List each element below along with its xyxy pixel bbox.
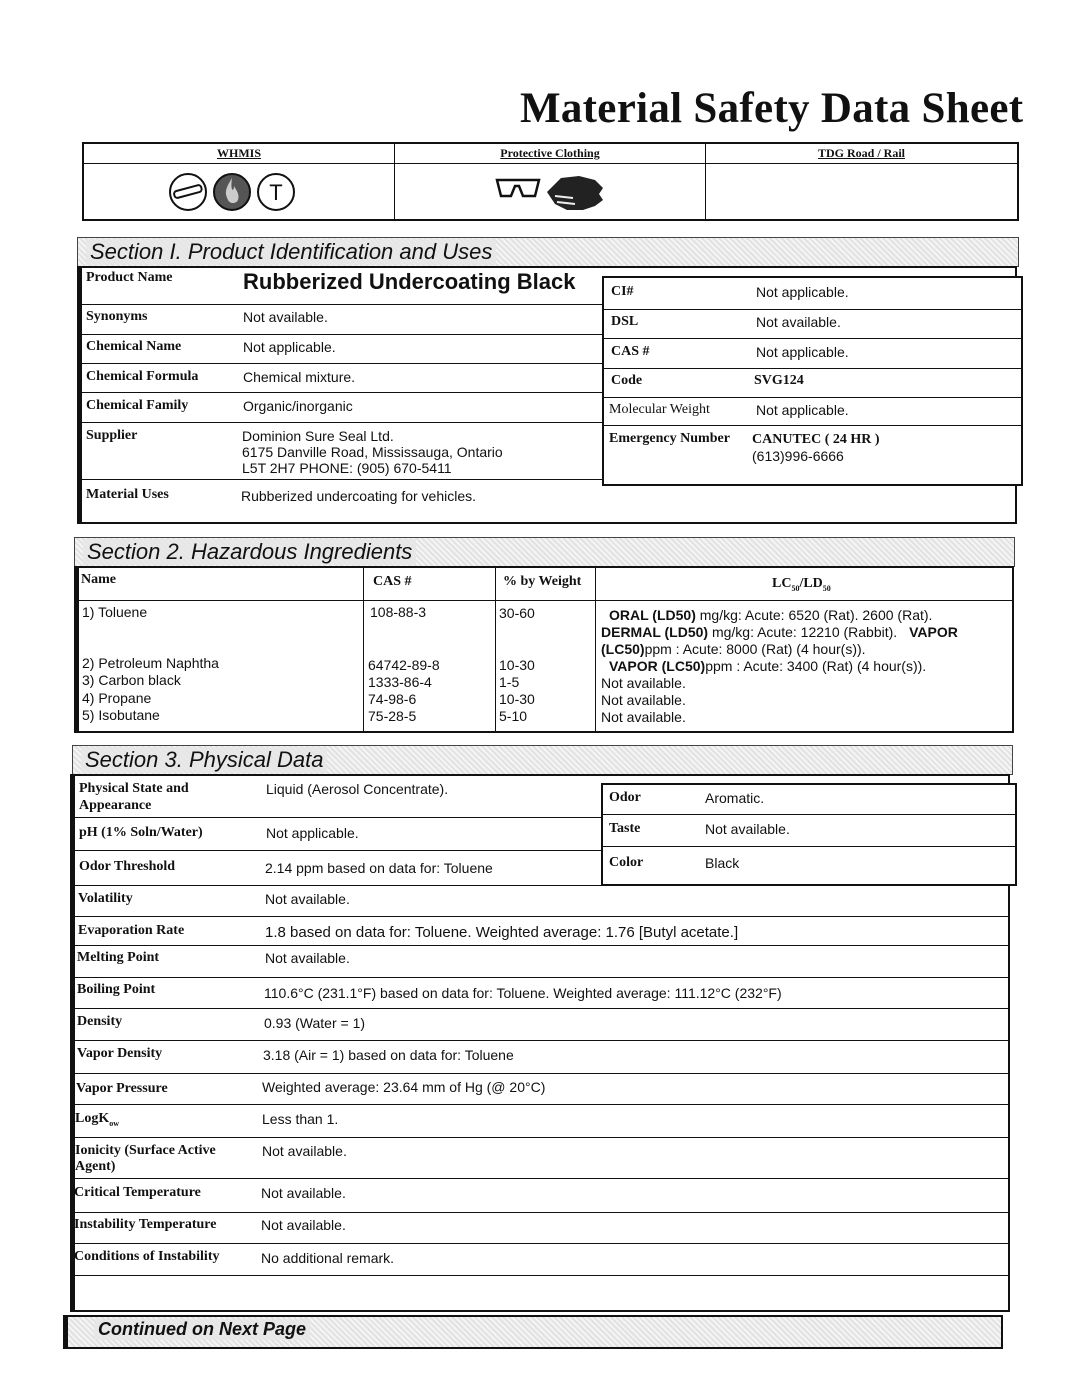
vapor-density-value: 3.18 (Air = 1) based on data for: Toluene (263, 1047, 514, 1063)
ingredient-5-weight: 5-10 (499, 708, 528, 724)
tox-line-7: Not available. (601, 709, 686, 725)
ingredient-3-weight: 1-5 (499, 674, 520, 690)
tdg-column (706, 144, 1017, 219)
density-label: Density (77, 1014, 123, 1029)
section1-right-box (602, 276, 1023, 486)
ingredient-4-weight: 10-30 (499, 691, 535, 707)
volatility-label: Volatility (78, 891, 133, 906)
boiling-point-label: Boiling Point (77, 982, 156, 997)
molecular-weight-value: Not applicable. (756, 402, 849, 418)
flammable-icon (214, 174, 250, 210)
ionicity-label: Ionicity (Surface Active Agent) (75, 1143, 216, 1174)
instability-temperature-label: Instability Temperature (74, 1217, 217, 1232)
conditions-instability-label: Conditions of Instability (74, 1249, 220, 1264)
vapor-pressure-label: Vapor Pressure (76, 1081, 168, 1096)
odor-label: Odor (609, 790, 641, 805)
section1-header (77, 237, 1019, 267)
compressed-gas-icon (170, 174, 206, 210)
tox-line-5: Not available. (601, 675, 686, 691)
emergency-line2: (613)996-6666 (752, 448, 844, 464)
volatility-value: Not available. (265, 891, 350, 907)
ppe-icons (495, 168, 607, 219)
melting-point-label: Melting Point (77, 950, 160, 965)
logkow-value: Less than 1. (262, 1111, 339, 1127)
ingredient-5-name: 5) Isobutane (82, 707, 160, 723)
product-name-value: Rubberized Undercoating Black (243, 269, 576, 294)
ph-value: Not applicable. (266, 825, 359, 841)
vapor-pressure-value: Weighted average: 23.64 mm of Hg (@ 20°C) (262, 1079, 546, 1095)
section2-title: Section 2. Hazardous Ingredients (83, 539, 416, 565)
whmis-icons (168, 170, 308, 214)
ingredient-1-cas: 108-88-3 (370, 604, 427, 620)
ci-value: Not applicable. (756, 284, 849, 300)
goggles-gloves-icon (495, 168, 607, 214)
section2-body (74, 566, 1014, 733)
whmis-label: WHMIS (216, 146, 261, 160)
section3-right-box (601, 783, 1017, 886)
molecular-weight-label: Molecular Weight (609, 402, 710, 417)
tdg-label: TDG Road / Rail (817, 146, 905, 160)
gloves-icon (547, 176, 603, 210)
whmis-column (84, 144, 395, 219)
dsl-label: DSL (611, 314, 639, 329)
supplier-line1: Dominion Sure Seal Ltd. (242, 428, 394, 444)
ingredient-5-cas: 75-28-5 (368, 708, 417, 724)
vapor-density-label: Vapor Density (77, 1046, 163, 1061)
ingredient-3-cas: 1333-86-4 (368, 674, 432, 690)
density-value: 0.93 (Water = 1) (264, 1015, 366, 1031)
supplier-value (242, 428, 503, 476)
ci-label: CI# (611, 284, 634, 299)
critical-temperature-label: Critical Temperature (74, 1185, 201, 1200)
supplier-line3: L5T 2H7 PHONE: (905) 670-5411 (242, 460, 452, 476)
chemical-name-label: Chemical Name (86, 339, 182, 354)
clothing-label: Protective Clothing (500, 146, 600, 160)
toxic-icon (258, 174, 294, 210)
taste-value: Not available. (705, 821, 790, 837)
odor-value: Aromatic. (705, 790, 765, 806)
continued-footer (63, 1315, 1003, 1349)
section3-header (72, 745, 1013, 775)
emergency-number-value (752, 431, 880, 465)
document-title: Material Safety Data Sheet (520, 85, 1024, 132)
instability-temperature-value: Not available. (261, 1217, 346, 1233)
goggles-icon (497, 180, 539, 196)
code-label: Code (611, 373, 643, 388)
continued-label: Continued on Next Page (94, 1319, 310, 1340)
evaporation-rate-label: Evaporation Rate (78, 923, 185, 938)
col-weight-header: % by Weight (503, 574, 582, 589)
chemical-formula-label: Chemical Formula (86, 369, 199, 384)
section3-title: Section 3. Physical Data (81, 747, 327, 773)
emergency-line1: CANUTEC ( 24 HR ) (752, 432, 880, 447)
cas-label: CAS # (611, 344, 650, 359)
code-value: SVG124 (754, 373, 804, 388)
chemical-name-value: Not applicable. (243, 339, 336, 355)
section1-title: Section I. Product Identification and Uses (86, 239, 496, 265)
evaporation-rate-value: 1.8 based on data for: Toluene. Weighted average: 1.76 [Butyl acetate.] (265, 924, 739, 941)
tox-line-3: (LC50)ppm : Acute: 8000 (Rat) (4 hour(s)). (601, 641, 866, 657)
odor-threshold-label: Odor Threshold (79, 859, 176, 874)
boiling-point-value: 110.6°C (231.1°F) based on data for: Toluene. Weighted average: 111.12°C (232°F) (264, 985, 782, 1001)
critical-temperature-value: Not available. (261, 1185, 346, 1201)
conditions-instability-value: No additional remark. (261, 1250, 395, 1266)
chemical-family-label: Chemical Family (86, 398, 189, 413)
logkow-label: LogK$_{ow}$ (75, 1111, 120, 1128)
physical-state-label: Physical State and Appearance (79, 781, 189, 813)
material-uses-label: Material Uses (86, 487, 169, 502)
ingredient-2-cas: 64742-89-8 (368, 657, 440, 673)
ingredient-1-name: 1) Toluene (82, 604, 148, 620)
odor-threshold-value: 2.14 ppm based on data for: Toluene (265, 860, 493, 876)
cas-value: Not applicable. (756, 344, 849, 360)
supplier-label: Supplier (86, 428, 138, 443)
tox-line-4: VAPOR (LC50)ppm : Acute: 3400 (Rat) (4 hour(s)). (609, 658, 927, 674)
header-table (82, 142, 1019, 221)
melting-point-value: Not available. (265, 950, 350, 966)
physical-state-value: Liquid (Aerosol Concentrate). (266, 781, 449, 797)
ingredient-4-cas: 74-98-6 (368, 691, 417, 707)
whmis-symbols (168, 170, 308, 219)
synonyms-value: Not available. (243, 309, 328, 325)
ingredient-4-name: 4) Propane (82, 690, 152, 706)
color-label: Color (609, 855, 644, 870)
tox-line-2: DERMAL (LD50) mg/kg: Acute: 12210 (Rabbit). VAPOR (601, 624, 958, 640)
ingredient-2-weight: 10-30 (499, 657, 535, 673)
ingredient-3-name: 3) Carbon black (82, 672, 181, 688)
ingredient-1-weight: 30-60 (499, 605, 535, 621)
supplier-line2: 6175 Danville Road, Mississauga, Ontario (242, 444, 503, 460)
chemical-formula-value: Chemical mixture. (243, 369, 356, 385)
synonyms-label: Synonyms (86, 309, 148, 324)
whmis-t-letter: T (269, 180, 283, 205)
dsl-value: Not available. (756, 314, 841, 330)
chemical-family-value: Organic/inorganic (243, 398, 353, 414)
ingredient-2-name: 2) Petroleum Naphtha (82, 655, 219, 671)
section2-header (74, 537, 1015, 567)
ph-label: pH (1% Soln/Water) (79, 825, 203, 840)
col-lc-header: $LC_{50}/LD_{50}$ (772, 576, 831, 593)
tox-line-1: ORAL (LD50) mg/kg: Acute: 6520 (Rat). 2600 (Rat). (609, 607, 933, 623)
color-value: Black (705, 855, 740, 871)
col-cas-header: CAS # (373, 574, 412, 589)
col-name-header: Name (81, 572, 116, 587)
product-name-label: Product Name (86, 270, 173, 285)
ionicity-value: Not available. (262, 1143, 347, 1159)
tox-line-6: Not available. (601, 692, 686, 708)
clothing-column (395, 144, 706, 219)
emergency-number-label: Emergency Number (609, 431, 730, 446)
taste-label: Taste (609, 821, 641, 836)
material-uses-value: Rubberized undercoating for vehicles. (241, 488, 477, 504)
